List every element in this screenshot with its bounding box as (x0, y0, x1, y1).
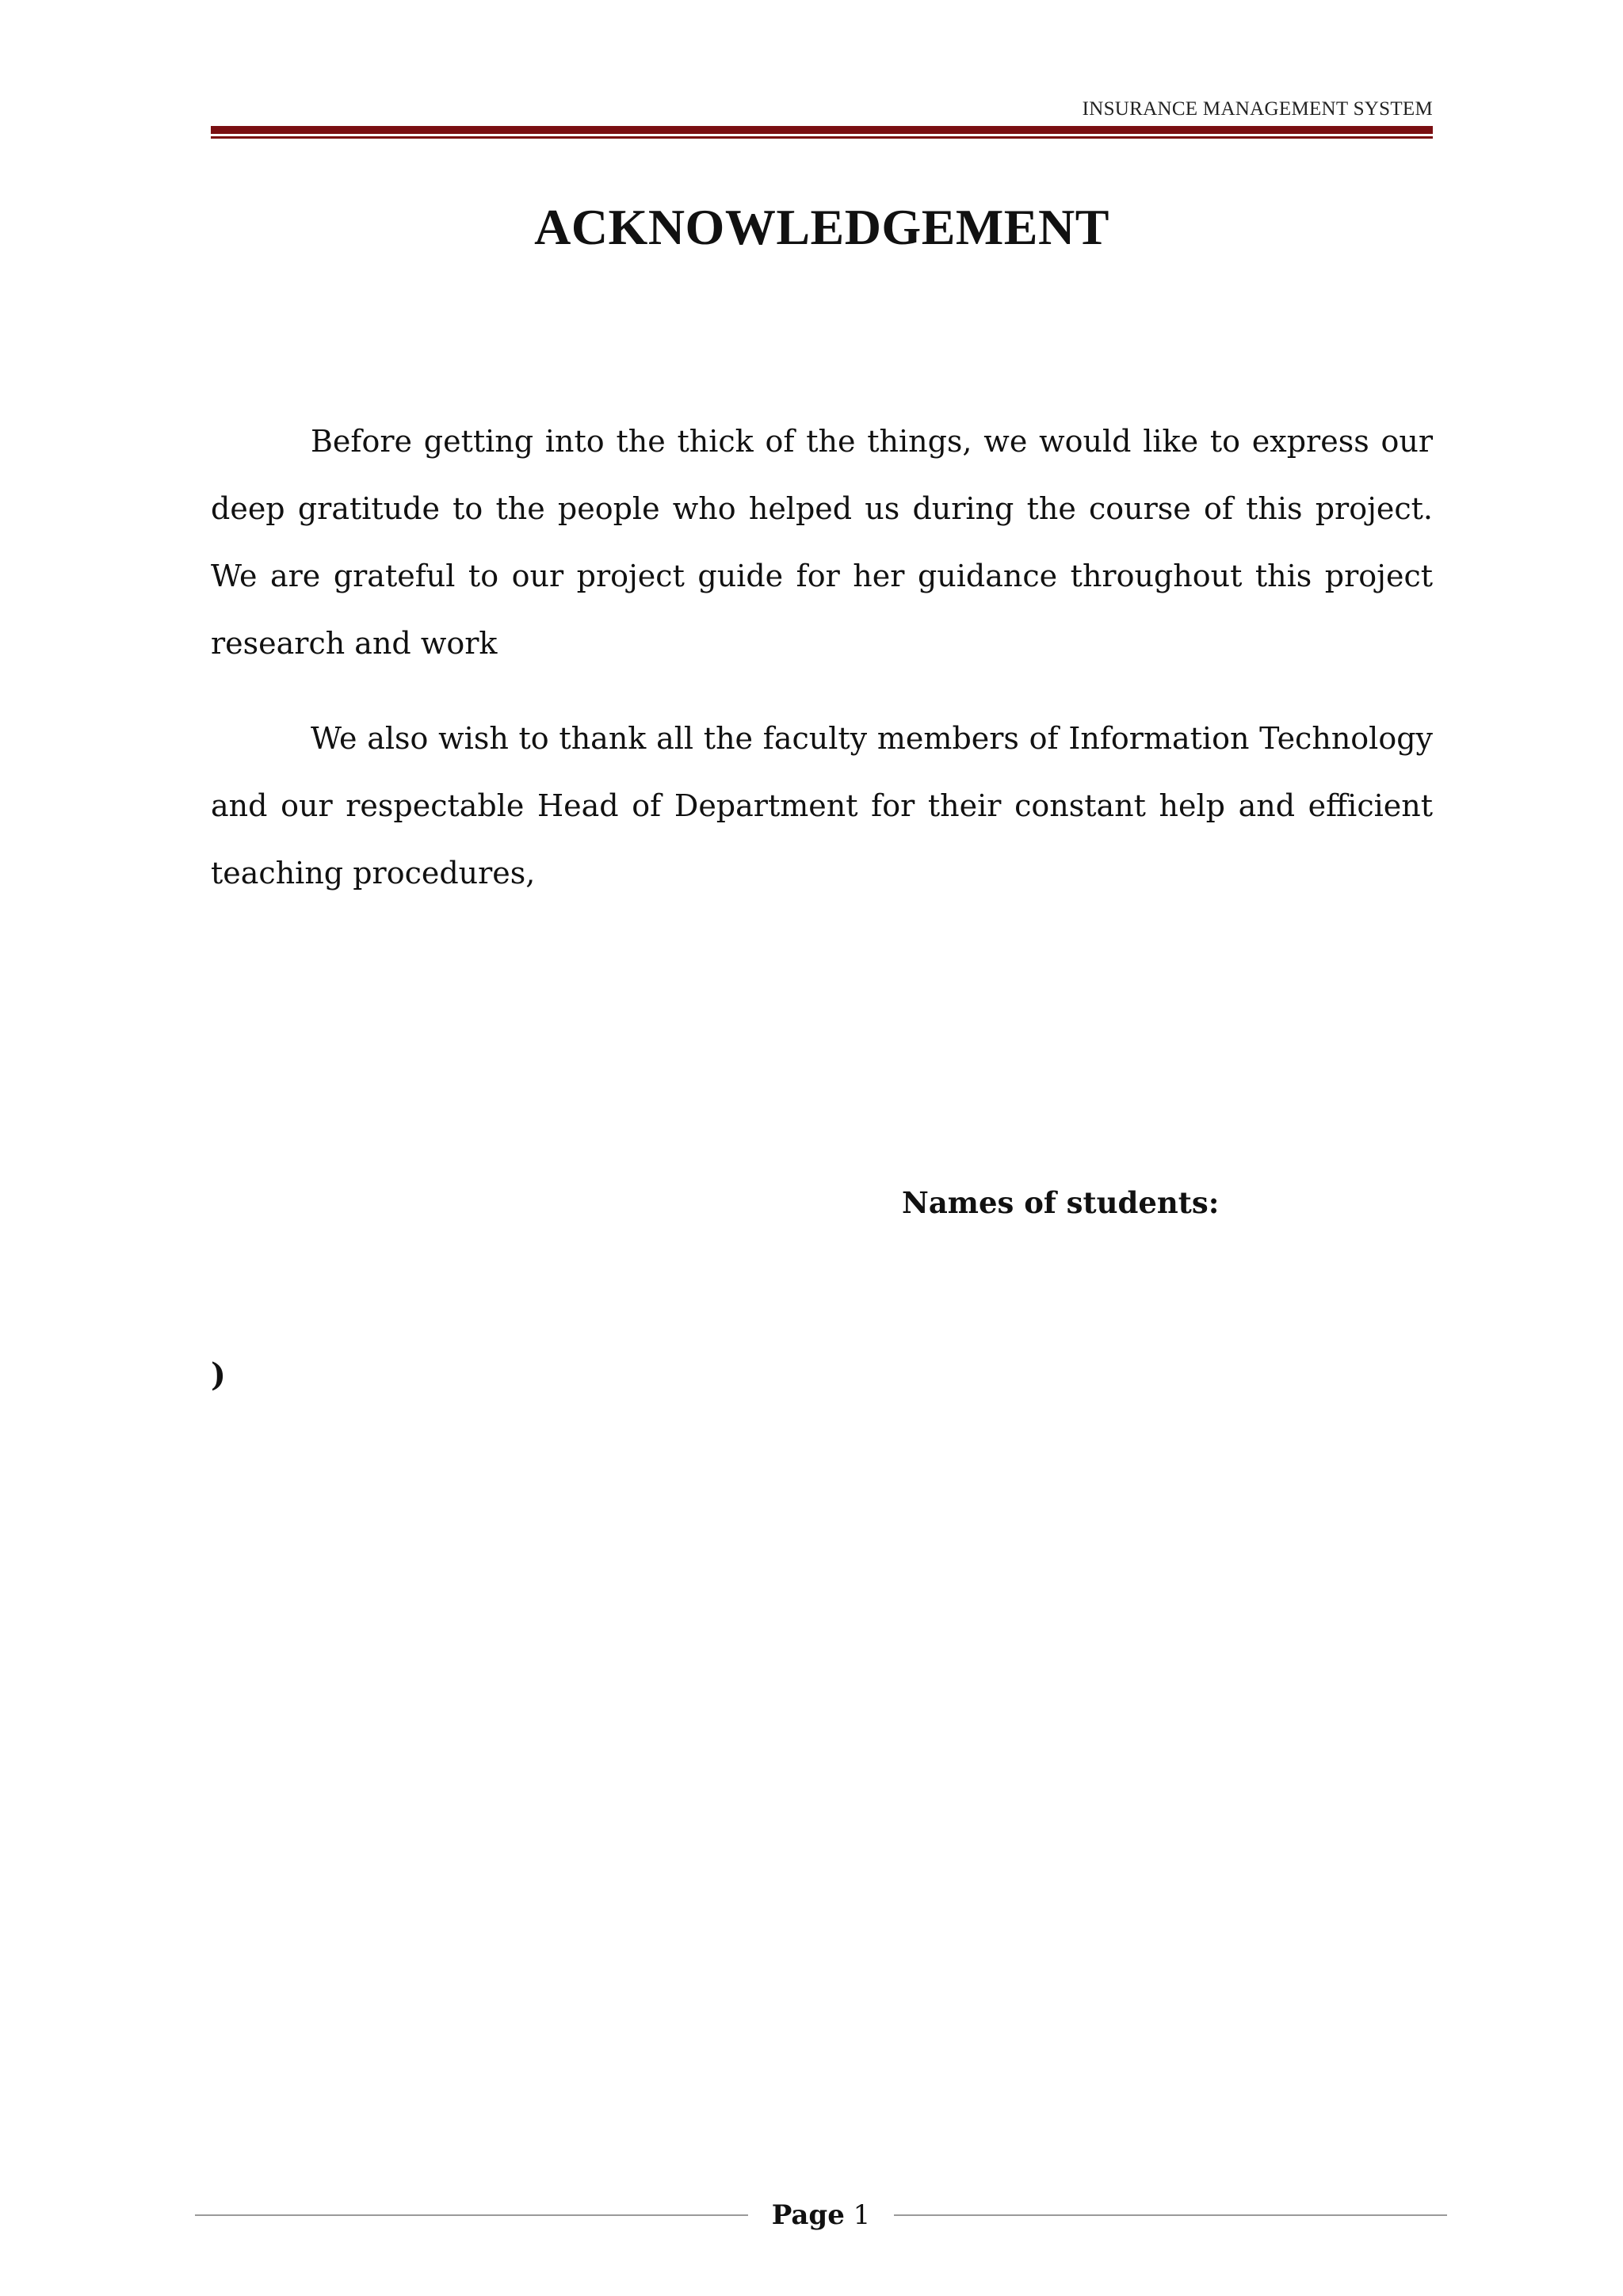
paragraph-gratitude: Before getting into the thick of the things, we would like to express our deep gratitude to the people who helped us during the course of this project. We are grateful to our project guide for her guidance throughout this project research and work (211, 424, 1433, 661)
header-rule-thick (211, 126, 1433, 134)
page-footer (195, 2191, 1447, 2239)
page-number-label (748, 2199, 895, 2231)
running-header: INSURANCE MANAGEMENT SYSTEM (1082, 98, 1433, 120)
footer-rule-right (894, 2214, 1447, 2216)
page-title: ACKNOWLEDGEMENT (534, 199, 1109, 255)
header-rule-thin (211, 136, 1433, 139)
page-word: Page (771, 2199, 845, 2231)
page-number: 1 (853, 2199, 871, 2231)
footer-rule-left (195, 2214, 748, 2216)
stray-parenthesis: ) (211, 1356, 226, 1394)
paragraph-faculty-thanks: We also wish to thank all the faculty members of Information Technology and our respectable Head of Department for their constant help and efficient teaching procedures, (211, 721, 1433, 891)
students-names-label: Names of students: (902, 1185, 1220, 1220)
